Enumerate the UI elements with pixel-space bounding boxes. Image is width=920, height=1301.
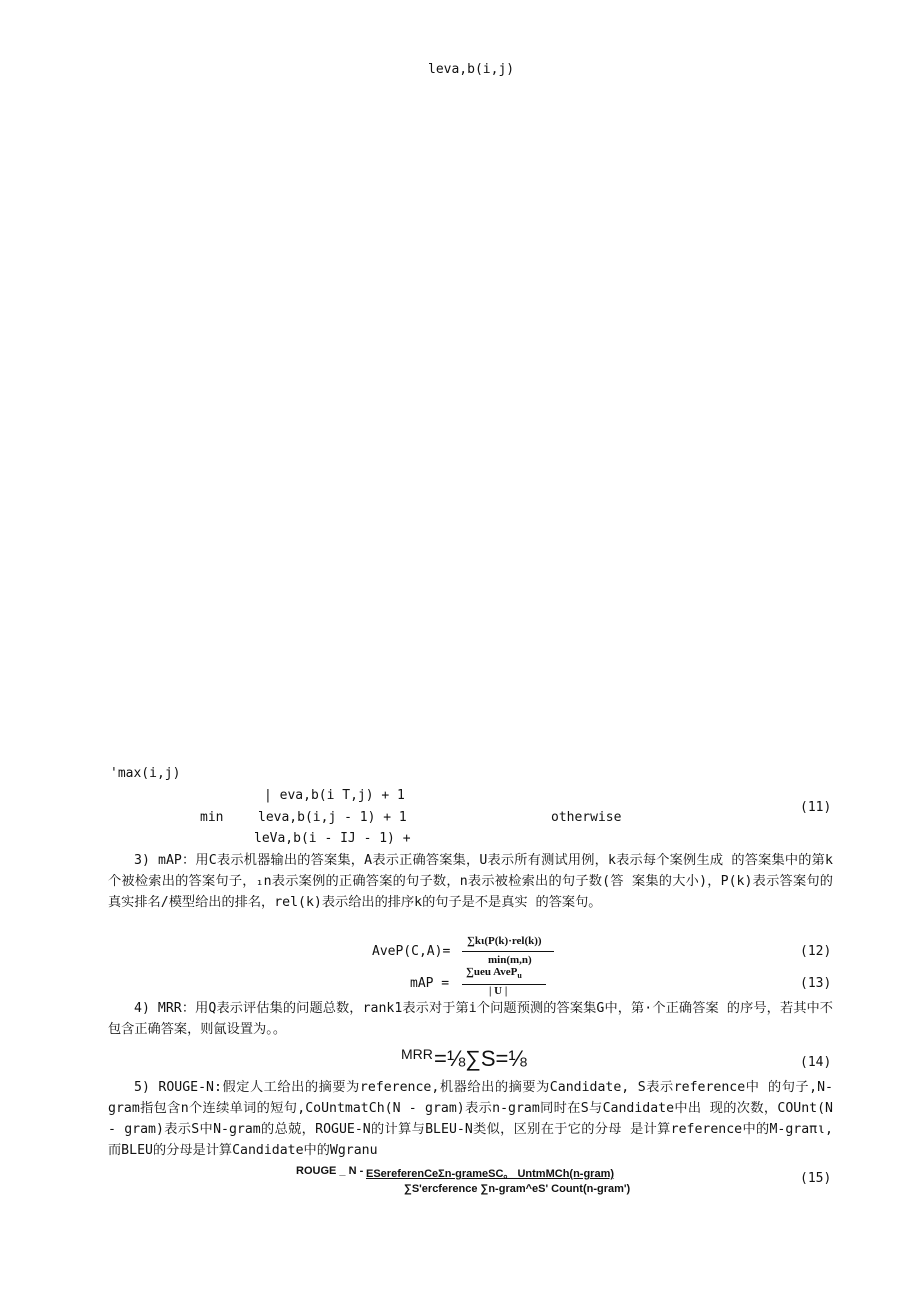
mrr-rhs: =⅛∑S=⅛	[434, 1046, 527, 1071]
equation-number-12: (12)	[800, 944, 832, 959]
rouge-paragraph-text: 5) ROUGE-N:假定人工给出的摘要为reference,机器给出的摘要为Candidate, S表示reference中 的句子,N-gram指包含n个连续单词的短句,CoUntmatCh(N - gram)表示n-gram同时在S与Candidate中出 现的次数，COUnt(N - gram)表示S中N-gram的总兢，ROGUE-N的计算与BLEU-N类似，区别在于它的分母 是计算reference中的M-graπι,而BLEU的分母是计算Candidate中的Wgranu	[108, 1080, 833, 1158]
map-paragraph	[108, 850, 833, 913]
case-line-2: leva,b(i,j - 1) + 1	[258, 810, 407, 825]
rouge-lhs: ROUGE _ N -	[296, 1165, 364, 1177]
mrr-paragraph	[108, 998, 833, 1040]
rouge-denominator: ∑S'ercference ∑n-gram^eS' Count(n-gram')	[404, 1183, 631, 1195]
avep-fraction-bar	[462, 951, 554, 952]
mrr-lhs: MRR	[401, 1046, 433, 1062]
avep-denominator: min(m,n)	[488, 954, 532, 966]
equation-number-15: (15)	[800, 1171, 832, 1186]
mrr-paragraph-text: 4) MRR：用Q表示评估集的问题总数，rank1表示对于第i个问题预测的答案集G中，第·个正确答案 的序号，若其中不包含正确答案，则氤设置为。。	[108, 1001, 833, 1037]
equation-number-14: (14)	[800, 1055, 832, 1070]
top-formula: leva,b(i,j)	[428, 62, 515, 77]
map-denominator: | U |	[489, 985, 508, 997]
otherwise-label: otherwise	[551, 810, 622, 825]
case-max: 'max(i,j)	[110, 766, 181, 781]
case-line-1: | eva,b(i T,j) + 1	[264, 788, 405, 803]
case-line-3: leVa,b(i - IJ - 1) +	[254, 831, 411, 846]
equation-number-13: (13)	[800, 976, 832, 991]
avep-numerator: ∑kι(P(k)·rel(k))	[467, 935, 542, 947]
map-lhs: mAP =	[410, 976, 450, 991]
rouge-paragraph	[108, 1077, 833, 1161]
avep-lhs: AveP(C,A)=	[372, 944, 451, 959]
rouge-numerator: ESereferenCeΣn-grameSC。 UntmMCh(n-gram)	[366, 1168, 615, 1180]
map-paragraph-text: 3) mAP：用C表示机器输出的答案集，A表示正确答案集，U表示所有测试用例，k表示每个案例生成 的答案集中的第k个被检索出的答案句子，₁n表示案例的正确答案的句子数，n表示被检索出的句子数(答 案集的大小)，P(k)表示答案句的真实排名/模型给出的排名，rel(k)表示给出的排序k的句子是不是真实 的答案句。	[108, 853, 833, 910]
map-numerator: ∑ueu AveP$_u$	[466, 966, 522, 981]
equation-number-11: (11)	[800, 800, 832, 815]
min-label: min	[200, 810, 224, 825]
